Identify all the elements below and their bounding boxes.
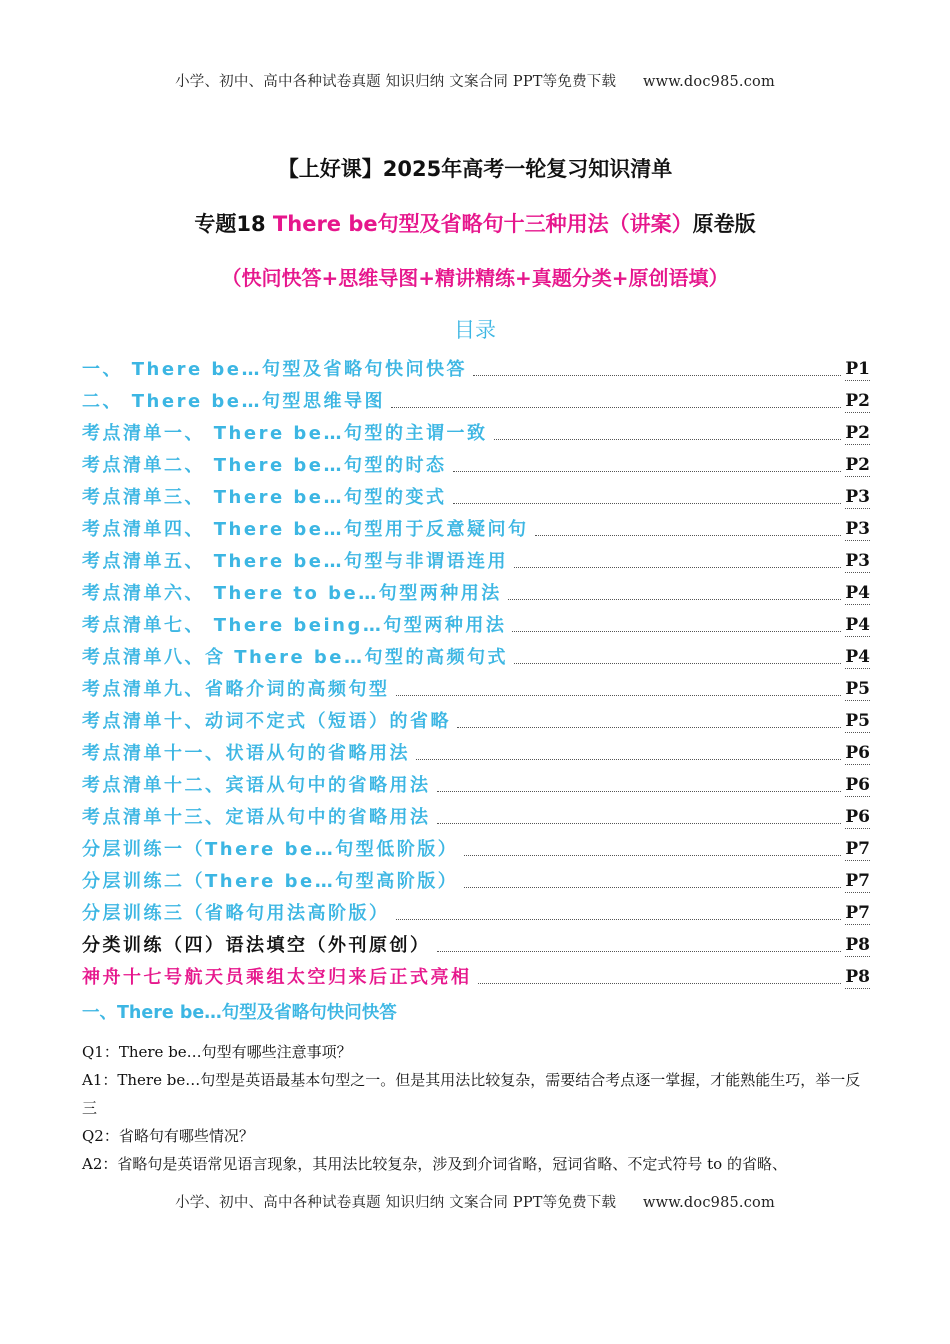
toc-item[interactable] — [82, 381, 870, 413]
toc-item-page: P4 — [845, 615, 870, 635]
toc-item-label: 考点清单五、 There be…句型与非谓语连用 — [82, 551, 509, 572]
toc-item-label: 考点清单八、含 There be…句型的高频句式 — [82, 647, 509, 668]
toc-item[interactable] — [82, 541, 870, 573]
toc-item-label: 二、 There be…句型思维导图 — [82, 391, 386, 412]
toc-item-page: P4 — [845, 583, 870, 603]
toc-item-page: P2 — [845, 423, 870, 443]
toc-leader-dots — [514, 662, 841, 664]
toc-leader-dots — [437, 790, 842, 792]
banner-url[interactable]: www.doc985.com — [642, 74, 775, 90]
toc-leader-dots — [473, 374, 841, 376]
toc-item-label: 一、 There be…句型及省略句快问快答 — [82, 359, 468, 380]
toc-leader-dots — [437, 822, 842, 824]
top-banner — [0, 70, 950, 91]
toc-item[interactable] — [82, 925, 870, 957]
topic-title — [0, 208, 950, 238]
toc-item-label: 考点清单十、动词不定式（短语）的省略 — [82, 711, 451, 732]
toc-item-label: 分层训练一（There be…句型低阶版） — [82, 839, 459, 860]
toc-item-page: P5 — [845, 679, 870, 699]
toc-item-label: 分类训练（四）语法填空（外刊原创） — [82, 935, 431, 956]
toc-leader-dots — [494, 438, 842, 440]
toc-item[interactable] — [82, 477, 870, 509]
banner-url[interactable]: www.doc985.com — [642, 1195, 775, 1211]
banner-text: 小学、初中、高中各种试卷真题 知识归纳 文案合同 PPT等免费下载 — [175, 74, 617, 90]
section-heading: 一、There be…句型及省略句快问快答 — [82, 1003, 397, 1023]
toc-item-label: 考点清单一、 There be…句型的主谓一致 — [82, 423, 488, 444]
toc-item-page: P7 — [845, 903, 870, 923]
banner-text: 小学、初中、高中各种试卷真题 知识归纳 文案合同 PPT等免费下载 — [175, 1195, 617, 1211]
toc-item[interactable] — [82, 797, 870, 829]
toc-leader-dots — [416, 758, 841, 760]
toc-leader-dots — [508, 598, 842, 600]
toc-heading: 目录 — [454, 318, 496, 342]
toc-item-page: P6 — [845, 775, 870, 795]
toc-leader-dots — [453, 470, 842, 472]
toc-item-label: 分层训练二（There be…句型高阶版） — [82, 871, 459, 892]
toc-item-label: 考点清单十三、定语从句中的省略用法 — [82, 807, 431, 828]
toc-item-label: 神舟十七号航天员乘组太空归来后正式亮相 — [82, 967, 472, 988]
question-2: Q2：省略句有哪些情况？ — [82, 1127, 254, 1145]
toc-leader-dots — [457, 726, 841, 728]
toc-leader-dots — [453, 502, 842, 504]
toc-item[interactable] — [82, 445, 870, 477]
toc-leader-dots — [391, 406, 841, 408]
toc-item-label: 考点清单四、 There be…句型用于反意疑问句 — [82, 519, 529, 540]
toc-leader-dots — [396, 918, 842, 920]
toc-item-page: P5 — [845, 711, 870, 731]
toc-item-page: P6 — [845, 743, 870, 763]
toc-item-page: P7 — [845, 871, 870, 891]
toc-item-label: 考点清单九、省略介词的高频句型 — [82, 679, 390, 700]
toc-item[interactable] — [82, 893, 870, 925]
toc-item[interactable] — [82, 605, 870, 637]
toc-item[interactable] — [82, 765, 870, 797]
toc-leader-dots — [464, 886, 841, 888]
topic-title-prefix: 专题18 — [194, 212, 273, 236]
toc-item[interactable] — [82, 861, 870, 893]
toc-item-page: P2 — [845, 391, 870, 411]
toc-leader-dots — [535, 534, 842, 536]
toc-leader-dots — [514, 566, 841, 568]
toc-item-page: P6 — [845, 807, 870, 827]
toc-item-page: P7 — [845, 839, 870, 859]
answer-2: A2：省略句是英语常见语言现象，其用法比较复杂，涉及到介词省略，冠词省略、不定式符号 to 的省略、 — [82, 1155, 787, 1173]
toc-item[interactable] — [82, 957, 870, 989]
toc-item-page: P8 — [845, 935, 870, 955]
question-1: Q1：There be…句型有哪些注意事项？ — [82, 1043, 352, 1061]
toc-leader-dots — [464, 854, 841, 856]
topic-title-suffix: 原卷版 — [692, 212, 756, 236]
toc-leader-dots — [478, 982, 842, 984]
toc-item[interactable] — [82, 701, 870, 733]
topic-subtitle: （快问快答+思维导图+精讲精练+真题分类+原创语填） — [221, 266, 729, 290]
toc-item[interactable] — [82, 829, 870, 861]
toc-item[interactable] — [82, 509, 870, 541]
answer-1: A1：There be…句型是英语最基本句型之一。但是其用法比较复杂，需要结合考点逐一掌握，才能熟能生巧，举一反三 — [82, 1071, 861, 1117]
toc-item-page: P4 — [845, 647, 870, 667]
toc-item-page: P3 — [845, 487, 870, 507]
toc-leader-dots — [512, 630, 841, 632]
toc-item[interactable] — [82, 573, 870, 605]
toc-item-page: P3 — [845, 519, 870, 539]
toc-leader-dots — [437, 950, 842, 952]
toc-item-label: 考点清单六、 There to be…句型两种用法 — [82, 583, 502, 604]
toc-item-label: 考点清单十二、宾语从句中的省略用法 — [82, 775, 431, 796]
table-of-contents — [82, 349, 870, 989]
toc-item-page: P3 — [845, 551, 870, 571]
topic-title-highlight: There be句型及省略句十三种用法（讲案） — [272, 212, 693, 236]
toc-item-label: 分层训练三（省略句用法高阶版） — [82, 903, 390, 924]
toc-item-label: 考点清单十一、状语从句的省略用法 — [82, 743, 410, 764]
toc-item-label: 考点清单三、 There be…句型的变式 — [82, 487, 447, 508]
toc-item-page: P2 — [845, 455, 870, 475]
document-title: 【上好课】2025年高考一轮复习知识清单 — [277, 157, 673, 181]
toc-item[interactable] — [82, 669, 870, 701]
bottom-banner — [0, 1191, 950, 1212]
toc-item-label: 考点清单二、 There be…句型的时态 — [82, 455, 447, 476]
toc-item[interactable] — [82, 413, 870, 445]
toc-item-label: 考点清单七、 There being…句型两种用法 — [82, 615, 507, 636]
toc-item[interactable] — [82, 637, 870, 669]
toc-item-page: P8 — [845, 967, 870, 987]
toc-item-page: P1 — [845, 359, 870, 379]
toc-leader-dots — [396, 694, 842, 696]
toc-item[interactable] — [82, 349, 870, 381]
toc-item[interactable] — [82, 733, 870, 765]
